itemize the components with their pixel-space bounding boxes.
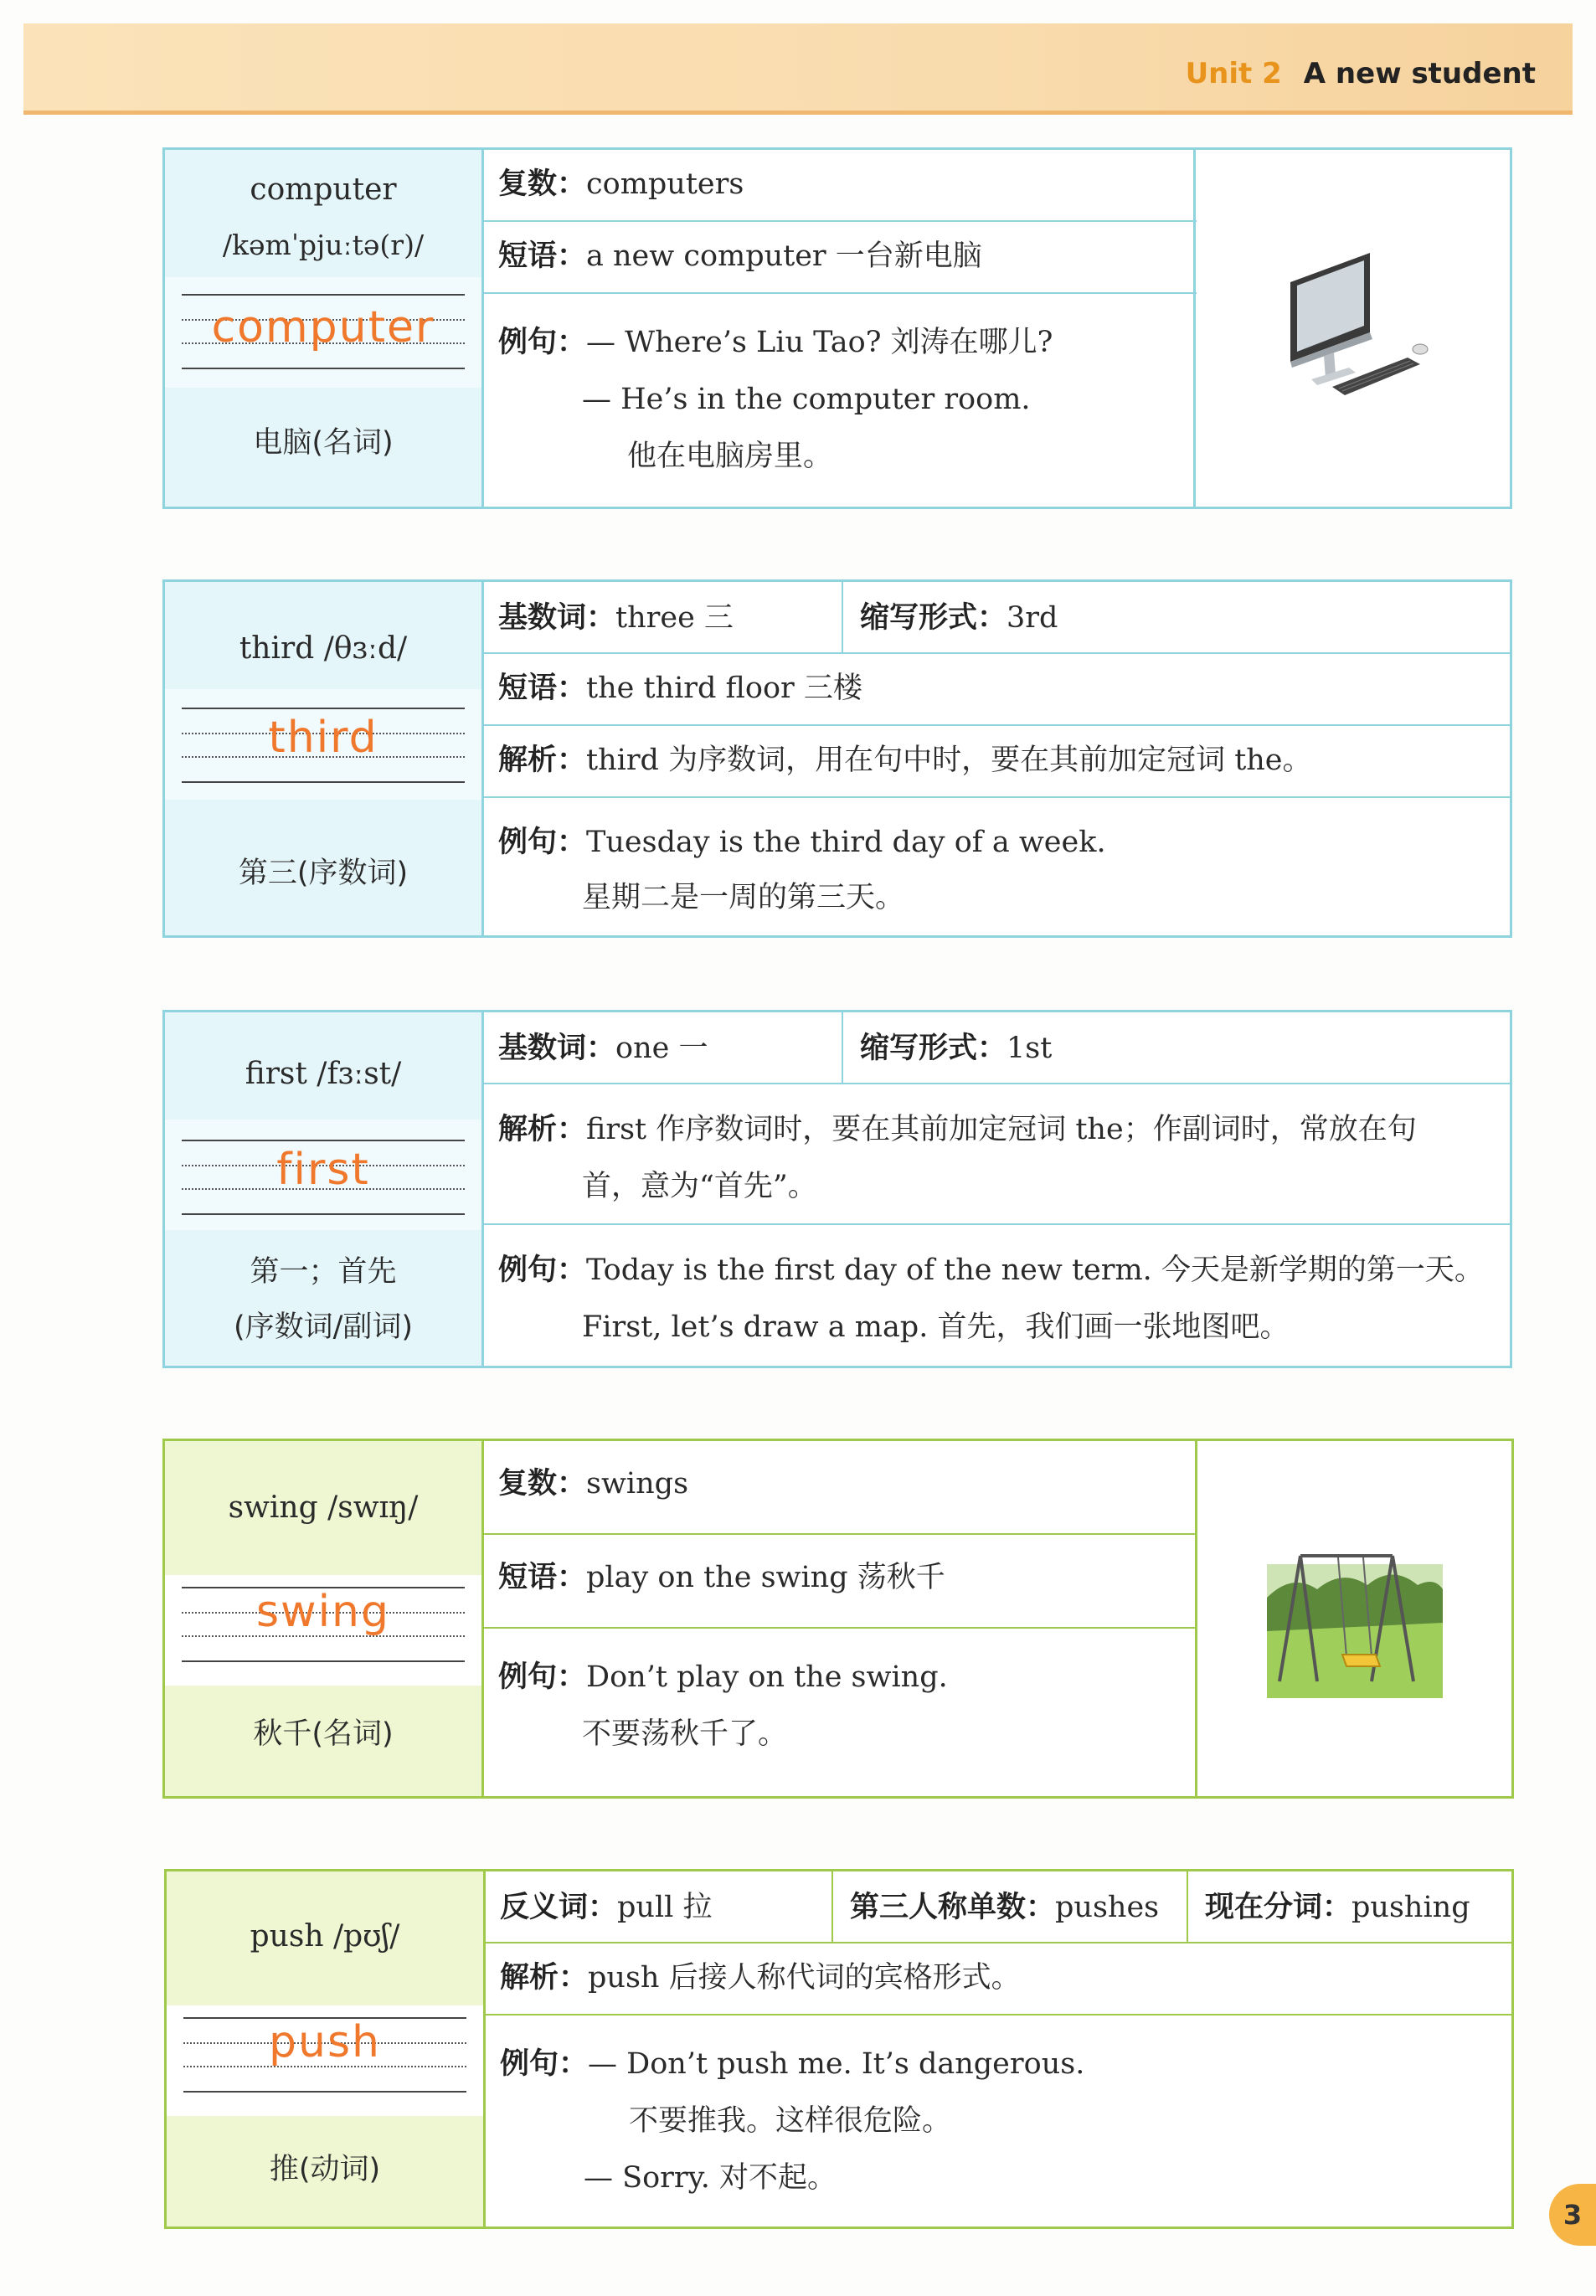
writing-band <box>165 277 481 388</box>
abbr-label: 缩写形式： <box>860 601 1007 635</box>
row-forms <box>481 1012 1510 1084</box>
cardinal-value: one 一 <box>615 1032 708 1065</box>
example-line-1: Don’t play on the swing. <box>586 1660 948 1694</box>
card-third <box>162 579 1512 938</box>
analysis-label: 解析： <box>500 1961 589 1995</box>
row-phrase <box>481 222 1197 294</box>
word: push /pʊʃ/ <box>250 1919 400 1954</box>
word: first /fɜːst/ <box>245 1057 402 1091</box>
handwriting-word: third <box>268 713 378 763</box>
example-label: 例句： <box>498 1254 587 1287</box>
plural-label: 复数： <box>498 1467 587 1501</box>
example-line-2: 不要推我。这样很危险。 <box>629 2104 952 2138</box>
writing-band <box>165 689 481 800</box>
analysis-label: 解析： <box>498 744 587 777</box>
row-example <box>483 2015 1511 2227</box>
abbr-value: 3rd <box>1007 601 1058 635</box>
card-push <box>164 1869 1514 2229</box>
row-analysis <box>481 726 1510 798</box>
row-plural <box>481 150 1197 222</box>
handwriting-word: first <box>276 1145 370 1195</box>
cardinal-value: three 三 <box>615 601 734 635</box>
computer-icon <box>1274 249 1433 408</box>
plural-label: 复数： <box>498 167 587 201</box>
writing-band <box>165 1575 481 1686</box>
row-phrase <box>481 654 1510 726</box>
row-plural <box>481 1441 1197 1535</box>
cardinal-label: 基数词： <box>498 601 616 635</box>
example-label: 例句： <box>498 326 587 359</box>
unit-name: A new student <box>1303 57 1536 90</box>
phrase-label: 短语： <box>498 672 587 705</box>
row-forms <box>481 582 1510 654</box>
example-line-1: Today is the first day of the new term. 今天是新学期的第一天。 <box>586 1254 1484 1287</box>
word: computer <box>250 172 397 207</box>
third-person-label: 第三人称单数： <box>850 1891 1056 1924</box>
analysis-line-1: first 作序数词时，要在其前加定冠词 the；作副词时，常放在句 <box>586 1113 1417 1146</box>
example-line-1: — Where’s Liu Tao? 刘涛在哪儿? <box>586 326 1053 359</box>
card-swing <box>162 1439 1514 1799</box>
meaning: 第三(序数词) <box>238 857 409 890</box>
meaning-line-2: (序数词/副词) <box>233 1310 414 1344</box>
handwriting-word: swing <box>255 1587 391 1637</box>
unit-title <box>1186 57 1536 90</box>
cardinal-label: 基数词： <box>498 1032 616 1065</box>
abbr-value: 1st <box>1007 1032 1053 1065</box>
example-label: 例句： <box>498 826 587 859</box>
meaning: 电脑(名词) <box>253 426 394 460</box>
example-line-2: 不要荡秋千了。 <box>582 1717 788 1751</box>
handwriting-word: push <box>268 2017 381 2067</box>
meaning-line-1: 第一；首先 <box>250 1255 397 1289</box>
page-header <box>23 23 1573 115</box>
word-panel <box>167 1871 486 2227</box>
word: third /θɜːd/ <box>239 631 408 666</box>
row-forms <box>483 1871 1511 1943</box>
word-panel <box>165 150 484 507</box>
present-participle-value: pushing <box>1351 1891 1470 1924</box>
word-panel <box>165 582 484 935</box>
analysis-value: push 后接人称代词的宾格形式。 <box>588 1961 1021 1995</box>
example-line-1: — Don’t push me. It’s dangerous. <box>588 2047 1085 2081</box>
card-first <box>162 1010 1512 1368</box>
word-panel <box>165 1441 484 1796</box>
row-analysis <box>483 1943 1511 2015</box>
antonym-label: 反义词： <box>500 1891 618 1924</box>
analysis-label: 解析： <box>498 1113 587 1146</box>
row-phrase <box>481 1535 1197 1629</box>
third-person-value: pushes <box>1055 1891 1160 1924</box>
row-analysis <box>481 1084 1510 1225</box>
example-line-2: — He’s in the computer room. <box>582 383 1031 416</box>
plural-value: computers <box>586 167 744 201</box>
analysis-line-2: 首，意为“首先”。 <box>582 1170 817 1203</box>
example-line-3: — Sorry. 对不起。 <box>584 2161 837 2195</box>
computer-image <box>1193 150 1510 507</box>
word: swing /swɪŋ/ <box>228 1490 419 1525</box>
phrase-label: 短语： <box>498 239 587 273</box>
meaning: 秋千(名词) <box>253 1717 394 1751</box>
unit-number: Unit 2 <box>1185 57 1282 90</box>
example-line-2: First, let’s draw a map. 首先，我们画一张地图吧。 <box>582 1310 1290 1344</box>
row-example <box>481 798 1510 935</box>
row-example <box>481 294 1197 507</box>
writing-band <box>165 1120 481 1230</box>
example-line-3: 他在电脑房里。 <box>627 440 833 473</box>
present-participle-label: 现在分词： <box>1205 1891 1352 1924</box>
handwriting-word: computer <box>211 302 435 353</box>
phonetic: /kəmˈpjuːtə(r)/ <box>222 229 425 261</box>
writing-band <box>167 2005 483 2116</box>
example-line-1: Tuesday is the third day of a week. <box>586 826 1106 859</box>
card-computer <box>162 147 1512 509</box>
swing-image <box>1195 1441 1511 1796</box>
swing-icon <box>1267 1539 1443 1698</box>
meaning: 推(动词) <box>269 2153 381 2186</box>
word-panel <box>165 1012 484 1366</box>
page-number: 3 <box>1549 2184 1596 2246</box>
phrase-value: play on the swing 荡秋千 <box>586 1561 945 1594</box>
example-line-2: 星期二是一周的第三天。 <box>582 881 905 914</box>
phrase-value: a new computer 一台新电脑 <box>586 239 982 273</box>
analysis-value: third 为序数词，用在句中时，要在其前加定冠词 the。 <box>586 744 1312 777</box>
phrase-value: the third floor 三楼 <box>586 672 862 705</box>
row-example <box>481 1629 1197 1796</box>
example-label: 例句： <box>498 1660 587 1694</box>
antonym-value: pull 拉 <box>617 1891 713 1924</box>
row-example <box>481 1225 1510 1366</box>
phrase-label: 短语： <box>498 1561 587 1594</box>
abbr-label: 缩写形式： <box>860 1032 1007 1065</box>
example-label: 例句： <box>500 2047 589 2081</box>
plural-value: swings <box>586 1467 689 1501</box>
